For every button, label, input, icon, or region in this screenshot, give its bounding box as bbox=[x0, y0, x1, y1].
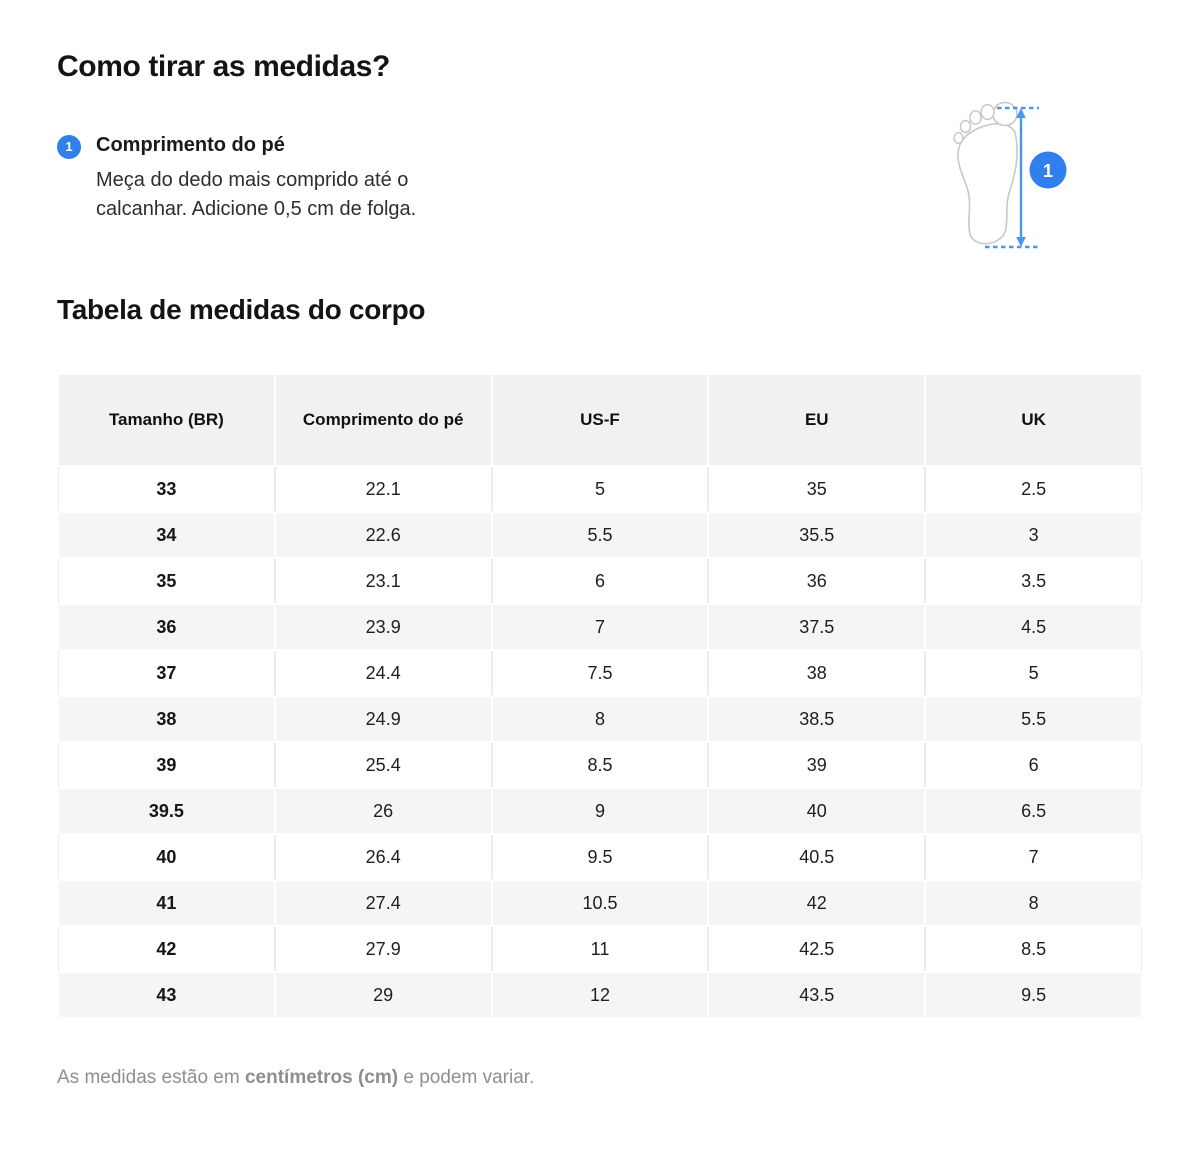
table-cell: 26.4 bbox=[276, 835, 491, 879]
table-cell: 43 bbox=[59, 973, 274, 1017]
table-cell: 40 bbox=[709, 789, 924, 833]
table-cell: 42 bbox=[59, 927, 274, 971]
size-table-head bbox=[59, 375, 1141, 465]
table-row bbox=[59, 743, 1141, 787]
table-cell: 6 bbox=[493, 559, 708, 603]
table-cell: 35 bbox=[709, 467, 924, 511]
toe-2 bbox=[981, 105, 994, 120]
table-row bbox=[59, 559, 1141, 603]
table-cell: 40.5 bbox=[709, 835, 924, 879]
foot-sole-outline bbox=[958, 124, 1017, 244]
big-toe bbox=[993, 103, 1017, 126]
size-table bbox=[57, 373, 1143, 1019]
table-cell: 25.4 bbox=[276, 743, 491, 787]
table-cell: 40 bbox=[59, 835, 274, 879]
toe-4 bbox=[961, 121, 971, 133]
table-cell: 35 bbox=[59, 559, 274, 603]
foot-length-illustration bbox=[949, 100, 1074, 255]
table-cell: 36 bbox=[59, 605, 274, 649]
header-row bbox=[59, 375, 1141, 465]
table-cell: 22.6 bbox=[276, 513, 491, 557]
illustration-badge-number: 1 bbox=[1042, 161, 1054, 181]
table-cell: 23.9 bbox=[276, 605, 491, 649]
table-cell: 38 bbox=[709, 651, 924, 695]
table-row bbox=[59, 513, 1141, 557]
table-cell: 8.5 bbox=[926, 927, 1141, 971]
table-cell: 3 bbox=[926, 513, 1141, 557]
table-row bbox=[59, 835, 1141, 879]
table-cell: 9.5 bbox=[926, 973, 1141, 1017]
table-cell: 24.4 bbox=[276, 651, 491, 695]
table-cell: 43.5 bbox=[709, 973, 924, 1017]
table-cell: 12 bbox=[493, 973, 708, 1017]
table-row bbox=[59, 605, 1141, 649]
table-cell: 27.9 bbox=[276, 927, 491, 971]
page-title: Como tirar as medidas? bbox=[57, 50, 390, 83]
table-cell: 5 bbox=[493, 467, 708, 511]
table-cell: 24.9 bbox=[276, 697, 491, 741]
table-cell: 5.5 bbox=[926, 697, 1141, 741]
table-cell: 27.4 bbox=[276, 881, 491, 925]
table-cell: 38.5 bbox=[709, 697, 924, 741]
table-cell: 3.5 bbox=[926, 559, 1141, 603]
toe-5 bbox=[954, 133, 963, 144]
table-cell: 23.1 bbox=[276, 559, 491, 603]
table-cell: 5.5 bbox=[493, 513, 708, 557]
table-cell: 9.5 bbox=[493, 835, 708, 879]
table-row bbox=[59, 467, 1141, 511]
table-cell: 35.5 bbox=[709, 513, 924, 557]
note-prefix: As medidas estão em bbox=[57, 1067, 245, 1088]
step-description: Meça do dedo mais comprido até o calcanhar. Adicione 0,5 cm de folga. bbox=[96, 169, 417, 220]
table-cell: 7 bbox=[493, 605, 708, 649]
measurement-unit-note bbox=[57, 1067, 1143, 1089]
table-row bbox=[59, 881, 1141, 925]
col-header-us-f: US-F bbox=[493, 375, 708, 465]
note-unit-bold: centímetros (cm) bbox=[244, 1067, 399, 1088]
step-text bbox=[96, 134, 501, 224]
table-row bbox=[59, 697, 1141, 741]
section-title: Tabela de medidas do corpo bbox=[57, 294, 426, 325]
table-cell: 33 bbox=[59, 467, 274, 511]
table-cell: 38 bbox=[59, 697, 274, 741]
table-cell: 6 bbox=[926, 743, 1141, 787]
measure-arrow-head-bottom bbox=[1016, 237, 1026, 247]
table-cell: 36 bbox=[709, 559, 924, 603]
table-cell: 37 bbox=[59, 651, 274, 695]
table-cell: 11 bbox=[493, 927, 708, 971]
col-header-comprimento: Comprimento do pé bbox=[276, 375, 491, 465]
note-suffix: e podem variar. bbox=[398, 1067, 535, 1088]
col-header-eu: EU bbox=[709, 375, 924, 465]
table-cell: 9 bbox=[493, 789, 708, 833]
table-cell: 41 bbox=[59, 881, 274, 925]
col-header-tamanho-br: Tamanho (BR) bbox=[59, 375, 274, 465]
col-header-uk: UK bbox=[926, 375, 1141, 465]
table-cell: 8.5 bbox=[493, 743, 708, 787]
table-cell: 7 bbox=[926, 835, 1141, 879]
table-cell: 42.5 bbox=[709, 927, 924, 971]
table-cell: 5 bbox=[926, 651, 1141, 695]
table-cell: 37.5 bbox=[709, 605, 924, 649]
table-row bbox=[59, 973, 1141, 1017]
table-cell: 22.1 bbox=[276, 467, 491, 511]
table-cell: 8 bbox=[926, 881, 1141, 925]
table-cell: 8 bbox=[493, 697, 708, 741]
table-cell: 39 bbox=[709, 743, 924, 787]
step-title: Comprimento do pé bbox=[96, 134, 285, 156]
table-row bbox=[59, 651, 1141, 695]
table-cell: 39 bbox=[59, 743, 274, 787]
table-cell: 10.5 bbox=[493, 881, 708, 925]
table-cell: 34 bbox=[59, 513, 274, 557]
table-cell: 6.5 bbox=[926, 789, 1141, 833]
table-cell: 39.5 bbox=[59, 789, 274, 833]
table-row bbox=[59, 789, 1141, 833]
table-cell: 26 bbox=[276, 789, 491, 833]
toe-3 bbox=[970, 111, 981, 124]
table-row bbox=[59, 927, 1141, 971]
size-table-body bbox=[59, 467, 1141, 1017]
step-number-badge: 1 bbox=[57, 135, 81, 159]
table-cell: 29 bbox=[276, 973, 491, 1017]
table-cell: 42 bbox=[709, 881, 924, 925]
table-cell: 4.5 bbox=[926, 605, 1141, 649]
table-cell: 2.5 bbox=[926, 467, 1141, 511]
table-cell: 7.5 bbox=[493, 651, 708, 695]
